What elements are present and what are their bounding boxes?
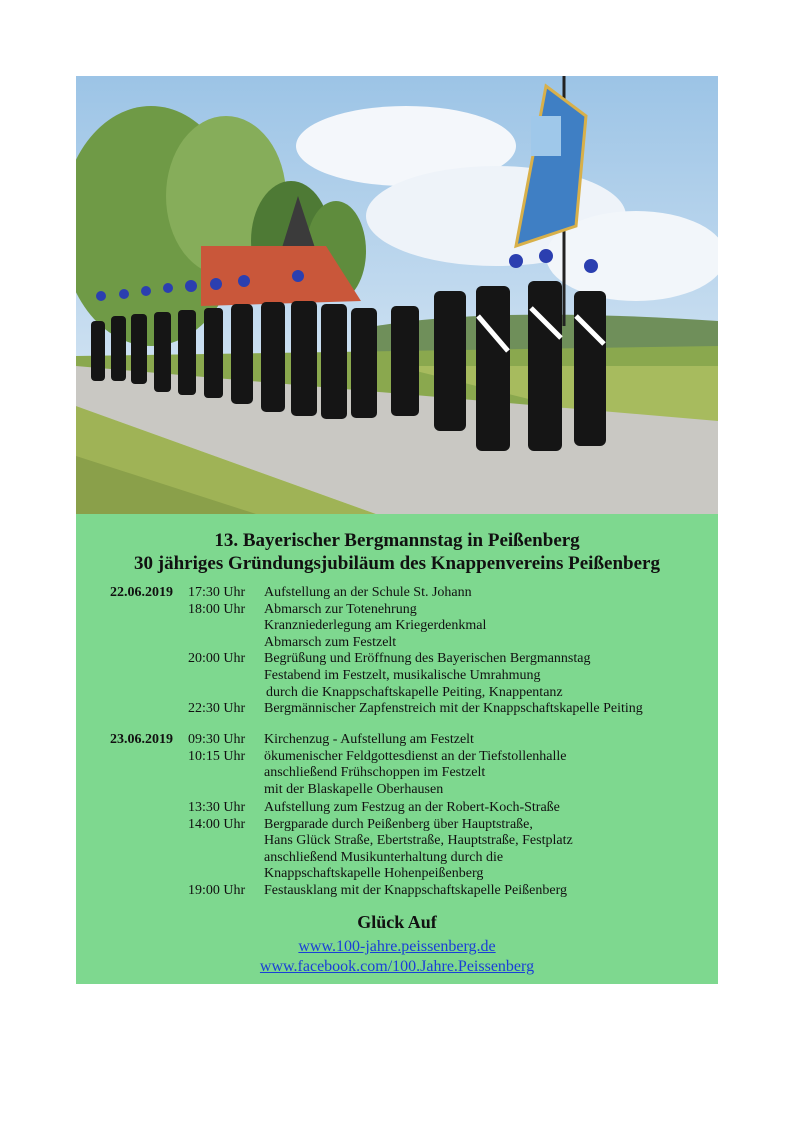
- day2-time-5: 19:00 Uhr: [188, 883, 246, 898]
- day2-desc-2b: anschließend Frühschoppen im Festzelt: [264, 765, 486, 781]
- day2-desc-3: Aufstellung zum Festzug an der Robert-Koch-Straße: [264, 800, 560, 815]
- day1-desc-1: Aufstellung an der Schule St. Johann: [264, 585, 472, 600]
- day1-time-3: 20:00 Uhr: [188, 651, 246, 667]
- day2-desc-2: ökumenischer Feldgottesdienst an der Tiefstollenhalle: [264, 748, 567, 764]
- day1-time-4: 22:30 Uhr: [188, 701, 246, 717]
- day1-desc-4: Bergmännischer Zapfenstreich mit der Knappschaftskapelle Peiting: [264, 701, 643, 717]
- event-subtitle: 30 jähriges Gründungsjubiläum des Knappenvereins Peißenberg: [134, 553, 660, 574]
- day2-date: 23.06.2019: [110, 732, 173, 747]
- facebook-link[interactable]: www.facebook.com/100.Jahre.Peissenberg: [259, 958, 535, 975]
- parade-photo: [76, 76, 718, 514]
- day2-desc-4b: Hans Glück Straße, Ebertstraße, Hauptstraße, Festplatz: [264, 833, 573, 849]
- day1-desc-3: Begrüßung und Eröffnung des Bayerischen Bergmannstag: [264, 651, 591, 667]
- closing-greeting: Glück Auf: [357, 912, 437, 932]
- day2-time-1: 09:30 Uhr: [188, 732, 246, 747]
- day1-desc-2: Abmarsch zur Totenehrung: [264, 601, 417, 617]
- day2-desc-4: Bergparade durch Peißenberg über Hauptstraße,: [264, 816, 533, 832]
- day2-desc-5: Festausklang mit der Knappschaftskapelle Peißenberg: [264, 883, 567, 898]
- day1-desc-3b: Festabend im Festzelt, musikalische Umrahmung: [264, 668, 541, 683]
- event-title: 13. Bayerischer Bergmannstag in Peißenberg: [214, 530, 580, 551]
- event-info-panel: [76, 514, 718, 984]
- day1-desc-2b: Kranzniederlegung am Kriegerdenkmal: [264, 618, 487, 634]
- day2-desc-1: Kirchenzug - Aufstellung am Festzelt: [264, 732, 474, 747]
- day2-time-2: 10:15 Uhr: [188, 748, 246, 764]
- day2-time-3: 13:30 Uhr: [188, 800, 246, 815]
- day1-time-2: 18:00 Uhr: [188, 601, 246, 617]
- day2-time-4: 14:00 Uhr: [188, 816, 246, 832]
- website-link[interactable]: www.100-jahre.peissenberg.de: [298, 938, 496, 955]
- day2-desc-2c: mit der Blaskapelle Oberhausen: [264, 781, 444, 797]
- day1-time-1: 17:30 Uhr: [188, 585, 246, 600]
- day2-desc-4d: Knappschaftskapelle Hohenpeißenberg: [264, 866, 484, 882]
- day1-desc-2c: Abmarsch zum Festzelt: [264, 634, 397, 650]
- day1-date: 22.06.2019: [110, 585, 173, 600]
- parade-photo-illustration: [76, 76, 718, 514]
- day1-desc-3c: durch die Knappschaftskapelle Peiting, Knappentanz: [266, 684, 563, 700]
- day2-desc-4c: anschließend Musikunterhaltung durch die: [264, 849, 504, 865]
